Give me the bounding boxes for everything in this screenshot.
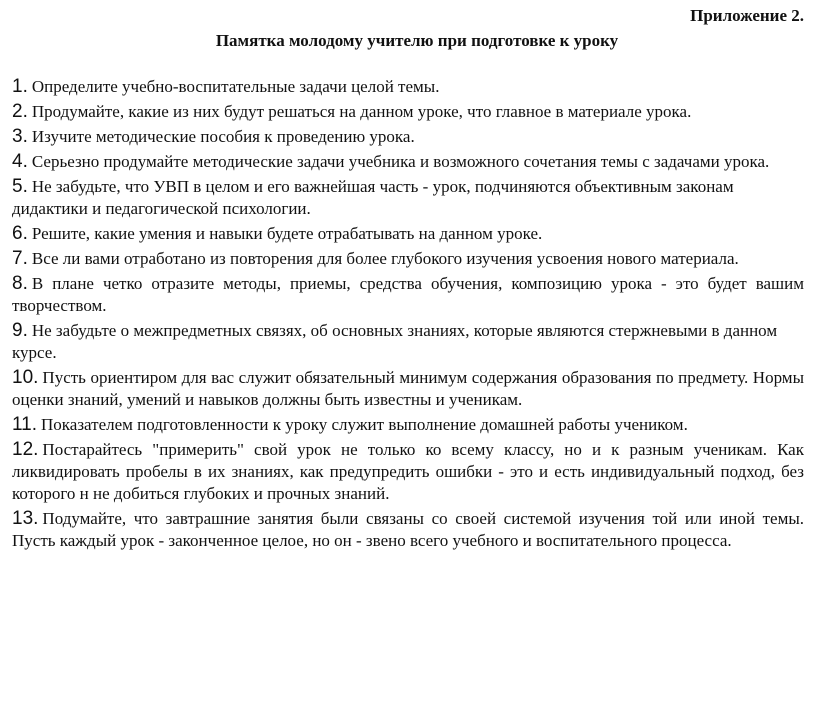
- list-item: [12, 248, 804, 270]
- item-number: 13.: [12, 508, 39, 529]
- list-item: [12, 367, 804, 411]
- item-text: Не забудьте, что УВП в целом и его важнейшая часть - урок, подчиняются объективным законам дидактики и педагогической психологии.: [12, 177, 734, 218]
- item-number: 1.: [12, 76, 28, 97]
- list-item: [12, 414, 804, 436]
- item-number: 12.: [12, 439, 39, 460]
- list-item: [12, 223, 804, 245]
- item-number: 8.: [12, 273, 28, 294]
- list-item: [12, 508, 804, 552]
- item-text: Постарайтесь "примерить" свой урок не только ко всему классу, но и к разным ученикам. Как ликвидировать пробелы в их знаниях, как предупредить ошибки - это и есть индивидуальный подход, без которого н не добиться глубоких и прочных знаний.: [12, 440, 804, 503]
- list-item: [12, 439, 804, 505]
- item-number: 10.: [12, 367, 39, 388]
- list-item: [12, 176, 804, 220]
- list-item: [12, 273, 804, 317]
- item-number: 7.: [12, 248, 28, 269]
- list-item: [12, 320, 804, 364]
- item-number: 6.: [12, 223, 28, 244]
- memo-list: [12, 76, 804, 555]
- document-page: [12, 0, 804, 703]
- item-number: 11.: [12, 414, 38, 435]
- item-text: В плане четко отразите методы, приемы, средства обучения, композицию урока - это будет вашим творчеством.: [12, 274, 804, 315]
- list-item: [12, 151, 804, 173]
- item-text: Решите, какие умения и навыки будете отрабатывать на данном уроке.: [31, 224, 543, 243]
- item-text: Подумайте, что завтрашние занятия были связаны со своей системой изучения той или иной темы. Пусть каждый урок - законченное целое, но он - звено всего учебного и воспитательного процесса.: [12, 509, 804, 550]
- page-title: Памятка молодому учителю при подготовке к уроку: [215, 31, 619, 50]
- item-text: Изучите методические пособия к проведению урока.: [31, 127, 415, 146]
- item-text: Определите учебно-воспитательные задачи целой темы.: [31, 77, 440, 96]
- item-number: 9.: [12, 320, 28, 341]
- item-text: Не забудьте о межпредметных связях, об основных знаниях, которые являются стержневыми в данном курсе.: [12, 321, 778, 362]
- list-item: [12, 76, 804, 98]
- list-item: [12, 126, 804, 148]
- item-text: Пусть ориентиром для вас служит обязательный минимум содержания образования по предмету. Нормы оценки знаний, умений и навыков должны быть известны и ученикам.: [12, 368, 804, 409]
- item-number: 2.: [12, 101, 28, 122]
- appendix-label: Приложение 2.: [690, 6, 804, 25]
- item-number: 4.: [12, 151, 28, 172]
- item-text: Серьезно продумайте методические задачи учебника и возможного сочетания темы с задачами урока.: [31, 152, 770, 171]
- item-number: 3.: [12, 126, 28, 147]
- item-number: 5.: [12, 176, 28, 197]
- list-item: [12, 101, 804, 123]
- item-text: Все ли вами отработано из повторения для более глубокого изучения усвоения нового материала.: [31, 249, 739, 268]
- item-text: Продумайте, какие из них будут решаться на данном уроке, что главное в материале урока.: [31, 102, 692, 121]
- item-text: Показателем подготовленности к уроку служит выполнение домашней работы учеником.: [41, 415, 688, 434]
